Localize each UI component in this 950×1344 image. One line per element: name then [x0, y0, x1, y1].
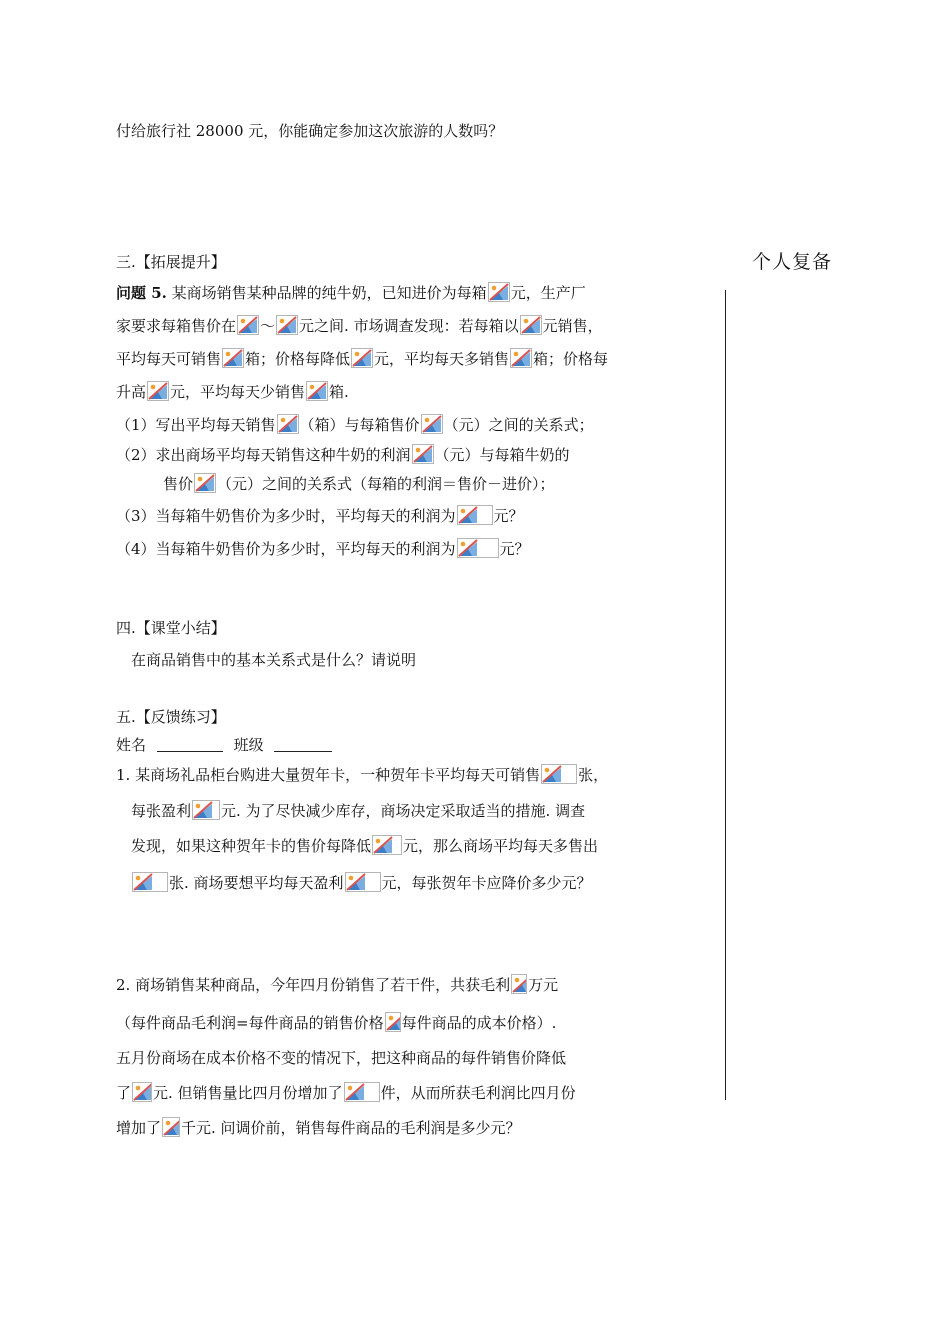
text-run: （元）之间的关系式（每箱的利润＝售价－进价）； — [217, 475, 555, 493]
text-run: 发现，如果这种贺年卡的售价每降低 — [131, 837, 372, 855]
name-label: 姓名 — [116, 736, 147, 754]
text-run: （箱）与每箱售价 — [299, 416, 420, 434]
text-run: 元之间. 市场调查发现：若每箱以 — [299, 317, 519, 335]
text-run: （4）当每箱牛奶售价为多少时，平均每天的利润为 — [116, 540, 456, 558]
broken-image-icon — [541, 764, 577, 784]
question-3 — [116, 505, 524, 526]
text-run: ～ — [260, 317, 276, 335]
text-run: 元，平均每天多销售 — [374, 350, 510, 368]
text-run: 元？ — [499, 540, 530, 558]
broken-image-icon — [147, 381, 169, 401]
class-label: 班级 — [233, 736, 264, 754]
broken-image-icon — [132, 1082, 152, 1102]
name-blank[interactable] — [157, 737, 223, 752]
broken-image-icon — [162, 1117, 180, 1137]
broken-image-icon — [511, 974, 527, 994]
problem5-line-4 — [116, 381, 349, 402]
name-class-line — [116, 735, 332, 755]
broken-image-icon — [457, 538, 499, 558]
problem-label: 问题 5. — [116, 284, 167, 302]
text-run: 千元. 问调价前，销售每件商品的毛利润是多少元？ — [181, 1119, 521, 1137]
broken-image-icon — [306, 381, 328, 401]
broken-image-icon — [345, 872, 381, 892]
section4-text: 在商品销售中的基本关系式是什么？请说明 — [131, 651, 417, 669]
section3-heading: 三.【拓展提升】 — [116, 253, 226, 271]
text-run: （2）求出商场平均每天销售这种牛奶的利润 — [116, 446, 411, 464]
broken-image-icon — [421, 414, 443, 434]
text-run: （元）之间的关系式； — [443, 416, 594, 434]
side-divider — [725, 290, 726, 1100]
class-blank[interactable] — [274, 737, 332, 752]
section5-heading: 五.【反馈练习】 — [116, 708, 226, 726]
text-run: 元？ — [493, 507, 524, 525]
broken-image-icon — [344, 1082, 380, 1102]
text-run: 箱；价格每降低 — [245, 350, 351, 368]
text-run: 张. 商场要想平均每天盈利 — [169, 874, 344, 892]
text-run: 元，那么商场平均每天多售出 — [403, 837, 599, 855]
question-2 — [116, 444, 570, 465]
broken-image-icon — [385, 1012, 401, 1032]
text-run: 元. 但销售量比四月份增加了 — [153, 1084, 343, 1102]
exercise1-line-4 — [131, 872, 592, 893]
text-run: 每张盈利 — [131, 802, 192, 820]
exercise1-line-2 — [131, 800, 585, 821]
broken-image-icon — [277, 414, 299, 434]
text-run: （每件商品毛利润=每件商品的销售价格 — [116, 1014, 384, 1032]
text-run: 元，生产厂 — [510, 284, 586, 302]
text-run: 2. 商场销售某种商品，今年四月份销售了若干件，共获毛利 — [116, 976, 511, 994]
text-run: 某商场销售某种品牌的纯牛奶，已知进价为每箱 — [171, 284, 487, 302]
broken-image-icon — [276, 315, 298, 335]
section4-heading: 四.【课堂小结】 — [116, 619, 226, 637]
intro-line: 付给旅行社 28000 元，你能确定参加这次旅游的人数吗？ — [116, 122, 504, 140]
exercise1-line-1 — [116, 764, 608, 785]
text-run: 升高 — [116, 383, 147, 401]
broken-image-icon — [457, 505, 493, 525]
exercise2-line-3: 五月份商场在成本价格不变的情况下，把这种商品的每件销售价降低 — [116, 1049, 567, 1067]
text-run: 增加了 — [116, 1119, 162, 1137]
text-run: 件，从而所获毛利润比四月份 — [380, 1084, 576, 1102]
text-run: 家要求每箱售价在 — [116, 317, 237, 335]
broken-image-icon — [237, 315, 259, 335]
broken-image-icon — [412, 444, 434, 464]
text-run: 元销售， — [542, 317, 603, 335]
text-run: （元）与每箱牛奶的 — [434, 446, 570, 464]
text-run: （1）写出平均每天销售 — [116, 416, 276, 434]
exercise2-line-4 — [116, 1082, 576, 1103]
text-run: 万元 — [528, 976, 559, 994]
question-1 — [116, 414, 594, 435]
broken-image-icon — [488, 282, 510, 302]
text-run: 售价 — [163, 475, 194, 493]
broken-image-icon — [194, 473, 216, 493]
problem5-line-2 — [116, 315, 603, 336]
text-run: 箱. — [329, 383, 349, 401]
exercise1-line-3 — [131, 835, 598, 856]
broken-image-icon — [351, 348, 373, 368]
text-run: 每件商品的成本价格）. — [401, 1014, 557, 1032]
broken-image-icon — [132, 872, 168, 892]
text-run: 元，每张贺年卡应降价多少元？ — [381, 874, 592, 892]
broken-image-icon — [520, 315, 542, 335]
broken-image-icon — [192, 800, 220, 820]
question-4 — [116, 538, 530, 559]
text-run: 1. 某商场礼品柜台购进大量贺年卡，一种贺年卡平均每天可销售 — [116, 766, 541, 784]
exercise2-line-1 — [116, 974, 558, 995]
text-run: （3）当每箱牛奶售价为多少时，平均每天的利润为 — [116, 507, 456, 525]
problem5-line-3 — [116, 348, 608, 369]
text-run: 箱；价格每 — [533, 350, 609, 368]
text-run: 了 — [116, 1084, 132, 1102]
problem5-line-1 — [116, 282, 586, 303]
broken-image-icon — [222, 348, 244, 368]
side-title: 个人复备 — [752, 251, 833, 273]
broken-image-icon — [372, 835, 402, 855]
text-run: 平均每天可销售 — [116, 350, 222, 368]
text-run: 元. 为了尽快减少库存，商场决定采取适当的措施. 调查 — [221, 802, 586, 820]
text-run: 张， — [578, 766, 609, 784]
exercise2-line-2 — [116, 1012, 556, 1033]
broken-image-icon — [510, 348, 532, 368]
text-run: 元，平均每天少销售 — [170, 383, 306, 401]
question-2-cont — [163, 473, 555, 494]
exercise2-line-5 — [116, 1117, 521, 1138]
